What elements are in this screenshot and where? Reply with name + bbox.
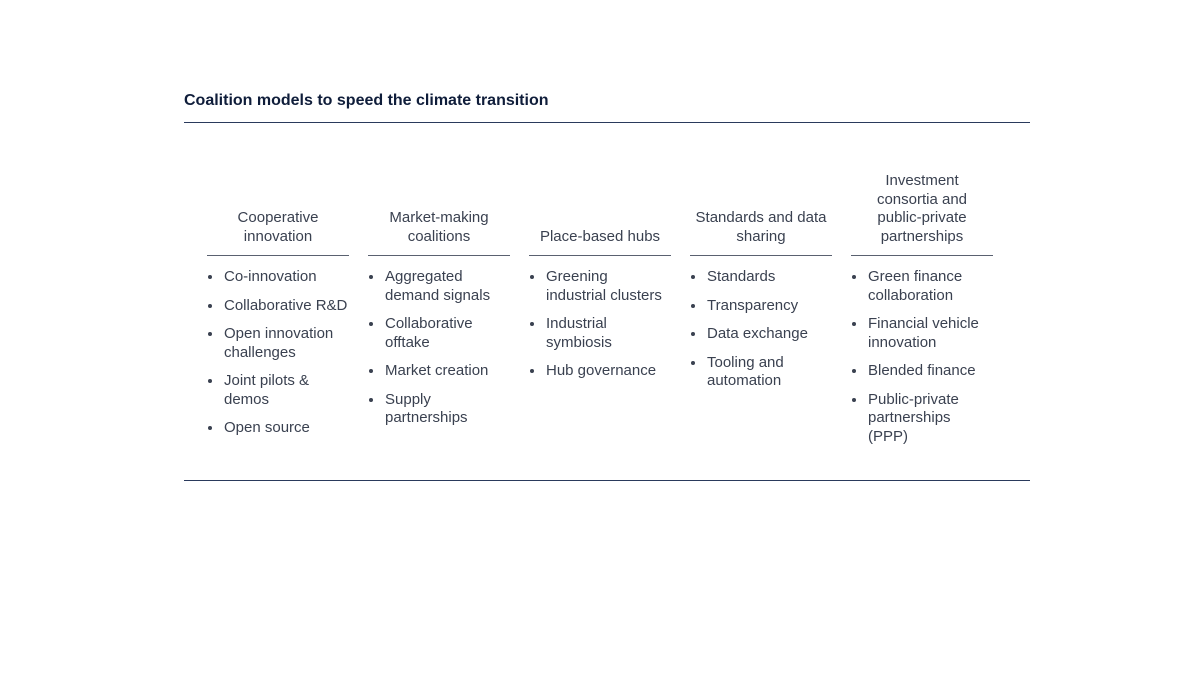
bullet-icon <box>369 369 373 373</box>
column-place-based-hubs <box>529 178 671 391</box>
bullet-icon <box>530 275 534 279</box>
column-heading: Standards and data sharing <box>690 178 832 256</box>
list-item: Financial vehicle innovation <box>851 315 993 352</box>
top-divider <box>184 122 1030 123</box>
bullet-icon <box>369 322 373 326</box>
list-item: Transparency <box>690 297 832 316</box>
bullet-icon <box>691 275 695 279</box>
list-item: Data exchange <box>690 325 832 344</box>
bottom-divider <box>184 480 1030 481</box>
bullet-icon <box>208 426 212 430</box>
list-item: Public-private partnerships (PPP) <box>851 391 993 447</box>
column-investment-consortia <box>851 172 993 456</box>
list-item: Market creation <box>368 362 510 381</box>
list-item: Open source <box>207 419 349 438</box>
column-standards-and-data-sharing <box>690 178 832 401</box>
list-item: Collaborative R&D <box>207 297 349 316</box>
list-item: Green finance collaboration <box>851 268 993 305</box>
column-heading: Market-making coalitions <box>368 178 510 256</box>
list-item: Industrial symbiosis <box>529 315 671 352</box>
list-item: Blended finance <box>851 362 993 381</box>
bullet-icon <box>852 322 856 326</box>
column-heading: Investment consortia and public-private partnerships <box>851 178 993 256</box>
column-item-list <box>368 268 510 428</box>
bullet-icon <box>208 379 212 383</box>
bullet-icon <box>530 322 534 326</box>
column-cooperative-innovation <box>207 178 349 448</box>
bullet-icon <box>852 398 856 402</box>
bullet-icon <box>852 275 856 279</box>
coalition-models-grid <box>207 172 1027 445</box>
list-item: Greening industrial clusters <box>529 268 671 305</box>
list-item: Joint pilots & demos <box>207 372 349 409</box>
bullet-icon <box>208 275 212 279</box>
bullet-icon <box>369 398 373 402</box>
bullet-icon <box>369 275 373 279</box>
list-item: Collaborative offtake <box>368 315 510 352</box>
column-heading: Cooperative innovation <box>207 178 349 256</box>
bullet-icon <box>530 369 534 373</box>
list-item: Tooling and automation <box>690 354 832 391</box>
exhibit <box>184 90 1030 445</box>
list-item: Co-innovation <box>207 268 349 287</box>
bullet-icon <box>852 369 856 373</box>
bullet-icon <box>691 332 695 336</box>
bullet-icon <box>691 304 695 308</box>
column-item-list <box>851 268 993 446</box>
list-item: Supply partnerships <box>368 391 510 428</box>
bullet-icon <box>208 304 212 308</box>
column-item-list <box>207 268 349 438</box>
column-item-list <box>529 268 671 381</box>
list-item: Hub governance <box>529 362 671 381</box>
list-item: Standards <box>690 268 832 287</box>
column-item-list <box>690 268 832 391</box>
bullet-icon <box>691 361 695 365</box>
list-item: Open innovation challenges <box>207 325 349 362</box>
column-heading: Place-based hubs <box>529 178 671 256</box>
bullet-icon <box>208 332 212 336</box>
column-market-making-coalitions <box>368 178 510 438</box>
exhibit-title: Coalition models to speed the climate transition <box>184 92 549 109</box>
list-item: Aggregated demand signals <box>368 268 510 305</box>
